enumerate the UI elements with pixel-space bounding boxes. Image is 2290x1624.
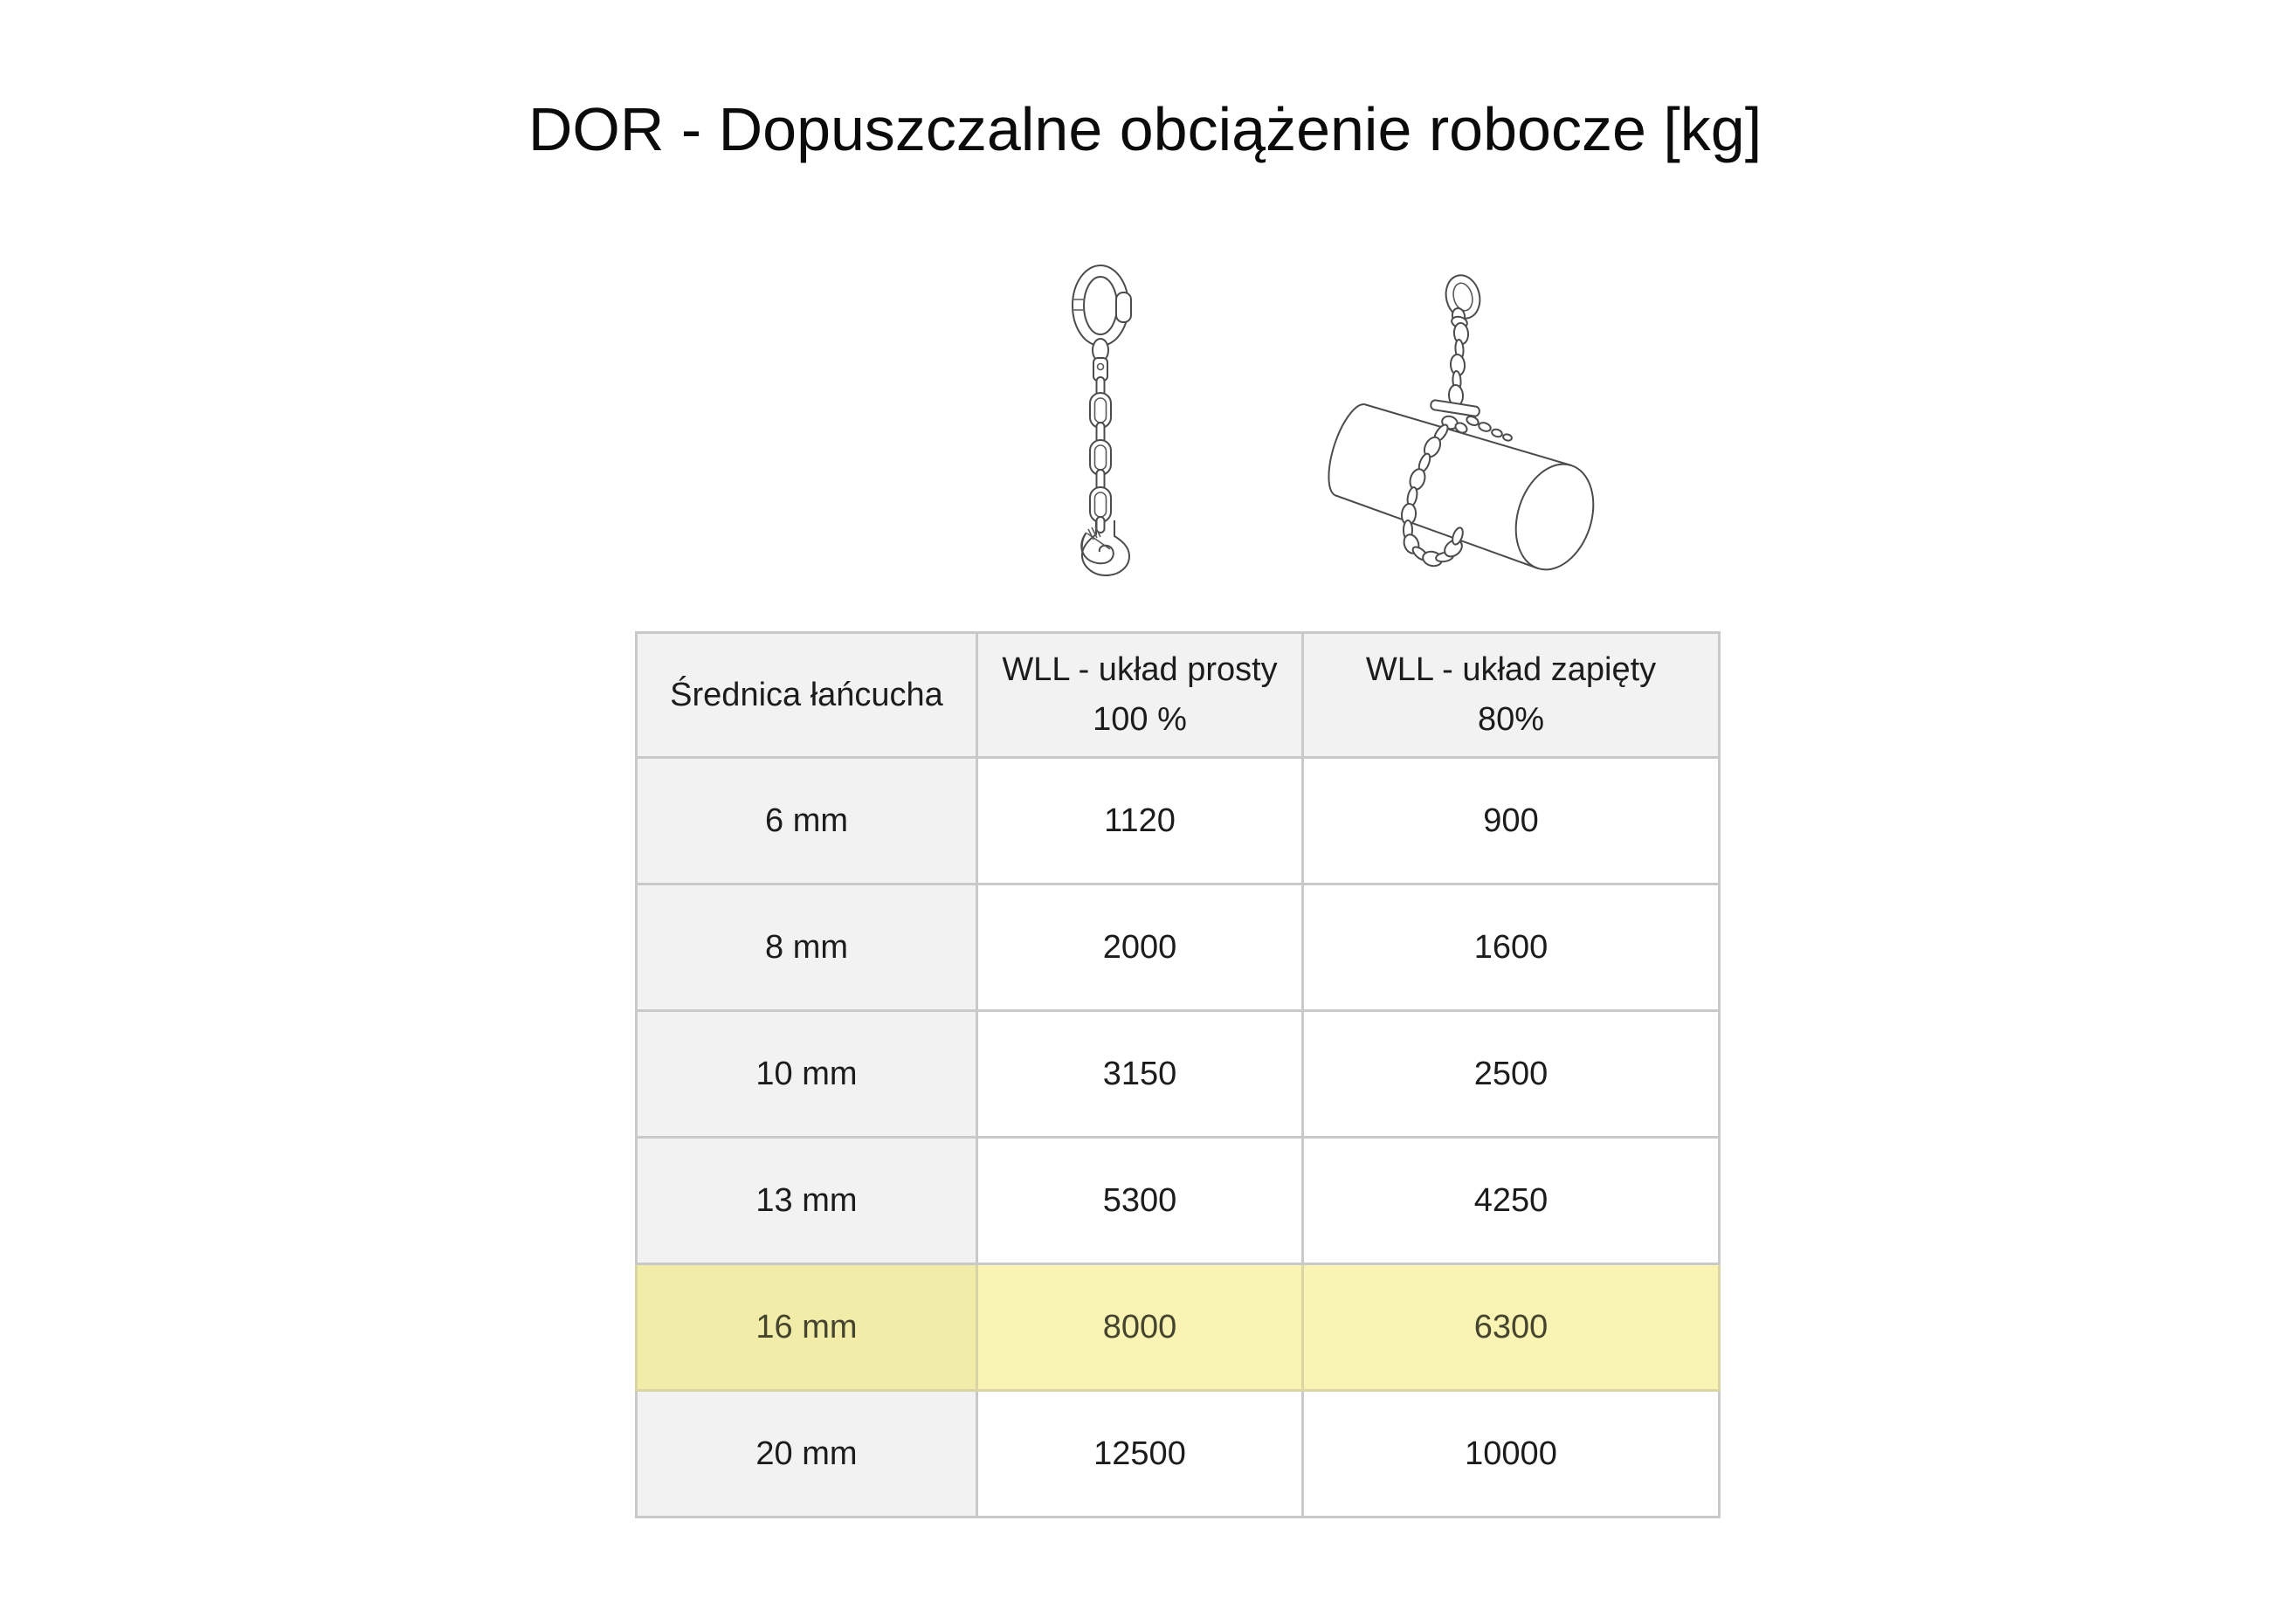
page-title: DOR - Dopuszczalne obciążenie robocze [kg] xyxy=(528,95,1762,163)
choked-sling-illustration xyxy=(1319,272,1600,576)
cell-wll-80: 4250 xyxy=(1303,1138,1720,1264)
column-header-line1: WLL - układ prosty xyxy=(1002,651,1278,688)
cell-diameter: 8 mm xyxy=(637,884,977,1011)
column-header-line2: 100 % xyxy=(1093,701,1187,738)
table-row xyxy=(637,1011,1720,1138)
cell-diameter: 13 mm xyxy=(637,1138,977,1264)
cell-wll-80: 900 xyxy=(1303,758,1720,884)
cell-diameter: 20 mm xyxy=(637,1391,977,1517)
cell-wll-100: 8000 xyxy=(977,1264,1303,1391)
column-header-wll-straight xyxy=(977,633,1303,758)
cell-diameter: 10 mm xyxy=(637,1011,977,1138)
table-header-row xyxy=(637,633,1720,758)
single-leg-sling-illustration xyxy=(1067,260,1137,579)
cell-wll-100: 1120 xyxy=(977,758,1303,884)
table-row xyxy=(637,884,1720,1011)
column-header-diameter xyxy=(637,633,977,758)
table-row xyxy=(637,1391,1720,1517)
table-row xyxy=(637,758,1720,884)
table-row xyxy=(637,1138,1720,1264)
column-header-wll-choked xyxy=(1303,633,1720,758)
column-header-line1: WLL - układ zapięty xyxy=(1365,651,1657,688)
cell-wll-100: 12500 xyxy=(977,1391,1303,1517)
cell-wll-100: 5300 xyxy=(977,1138,1303,1264)
cell-wll-80: 10000 xyxy=(1303,1391,1720,1517)
cell-wll-80: 1600 xyxy=(1303,884,1720,1011)
column-header-line2: 80% xyxy=(1477,701,1545,738)
table-row-highlighted xyxy=(637,1264,1720,1391)
single-leg-chain-sling-drawing xyxy=(1067,260,1137,579)
column-header-line1: Średnica łańcucha xyxy=(670,676,943,713)
cell-wll-100: 3150 xyxy=(977,1011,1303,1138)
cell-wll-100: 2000 xyxy=(977,884,1303,1011)
chain-choked-around-pipe-drawing xyxy=(1319,272,1600,576)
cell-wll-80: 6300 xyxy=(1303,1264,1720,1391)
cell-diameter: 6 mm xyxy=(637,758,977,884)
cell-diameter: 16 mm xyxy=(637,1264,977,1391)
cell-wll-80: 2500 xyxy=(1303,1011,1720,1138)
wll-table xyxy=(635,631,1721,1518)
